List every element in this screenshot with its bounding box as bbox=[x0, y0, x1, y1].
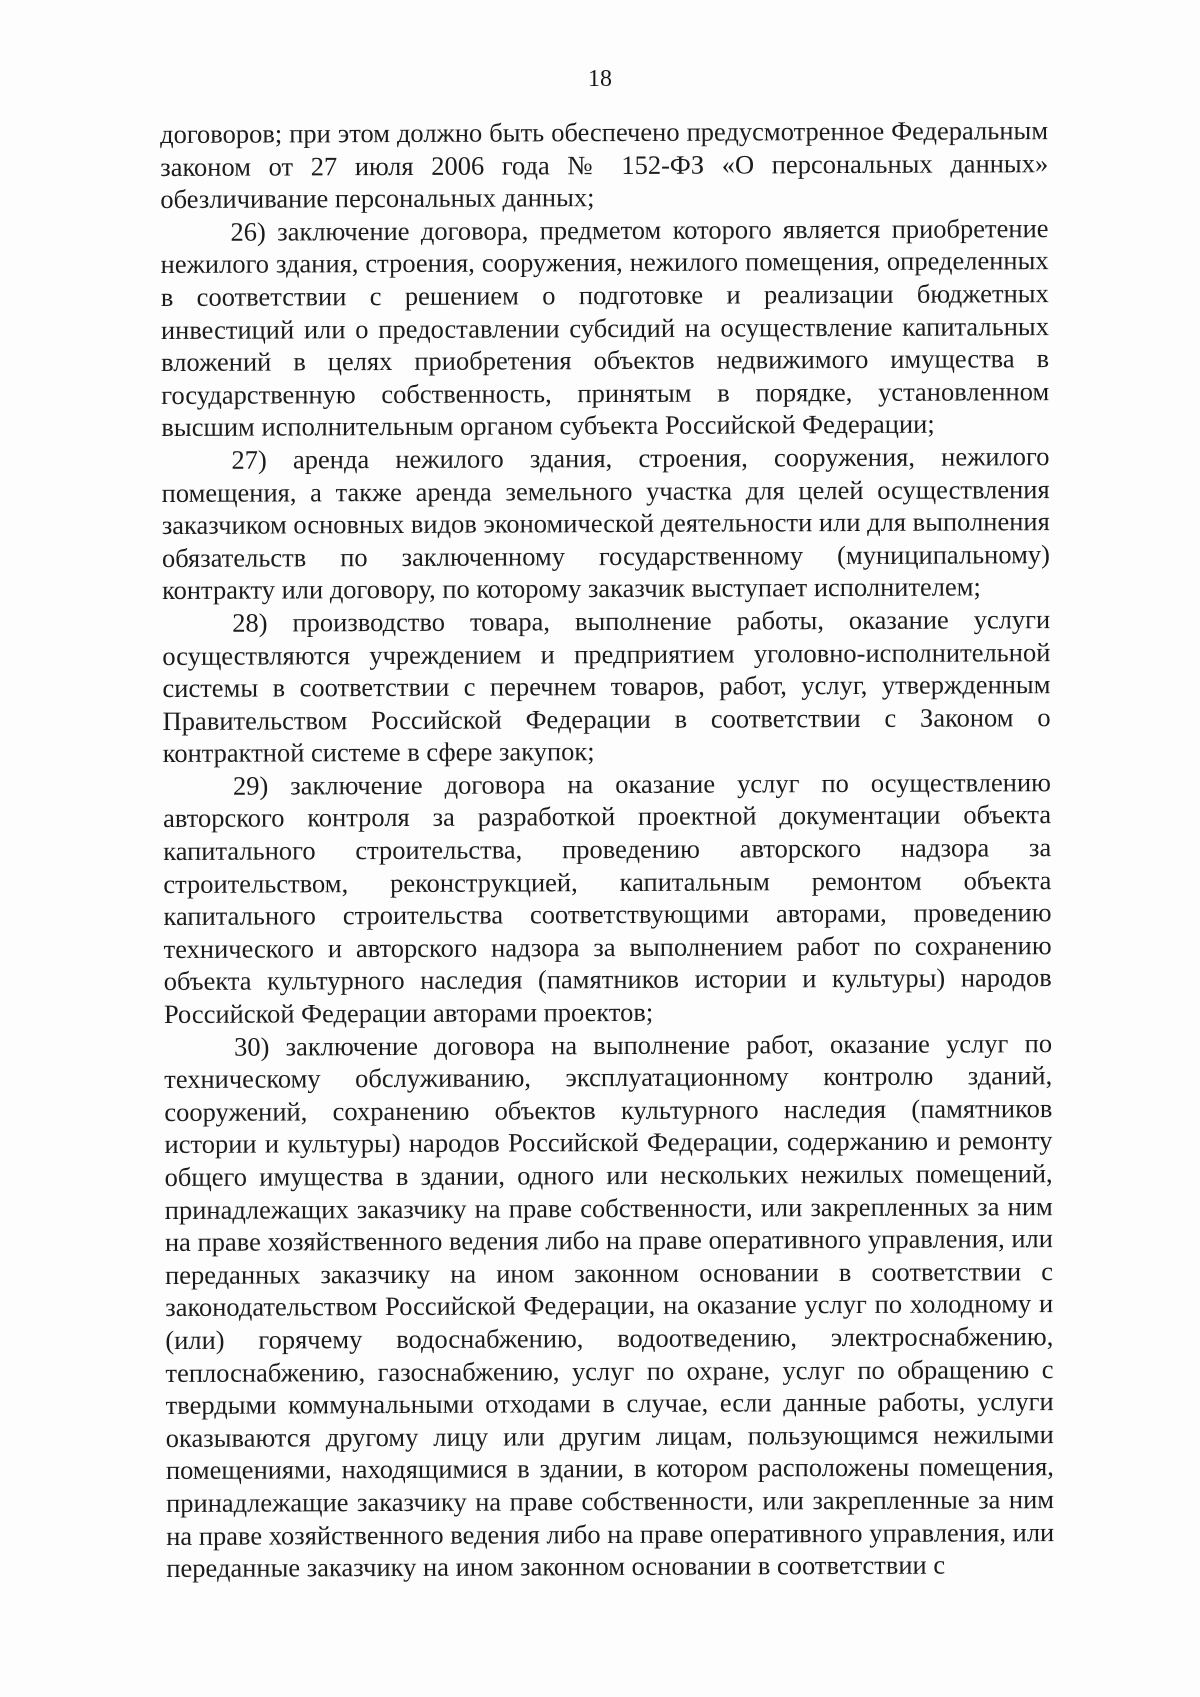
paragraph-item-30: 30) заключение договора на выполнение работ, оказание услуг по техническому обслуживанию, эксплуатационному контролю зданий, сооружений, сохранению объектов культурного наследия (памятников истории и культуры) народов Российской Федерации, содержанию и ремонту общего имущества в здании, одного или нескольких нежилых помещений, принадлежащих заказчику на праве собственности, или закрепленных за ним на праве хозяйственного ведения либо на праве оперативного управления, или переданных заказчику на ином законном основании в соответствии с законодательством Российской Федерации, на оказание услуг по холодному и (или) горячему водоснабжению, водоотведению, электроснабжению, теплоснабжению, газоснабжению, услуг по охране, услуг по обращению с твердыми коммунальными отходами в случае, если данные работы, услуги оказываются другому лицу или другим лицам, пользующимся нежилыми помещениями, находящимися в здании, в котором расположены помещения, принадлежащие заказчику на праве собственности, или закрепленные за ним на праве хозяйственного ведения либо на праве оперативного управления, или переданные заказчику на ином законном основании в соответствии с bbox=[164, 1027, 1055, 1584]
paragraph-item-26: 26) заключение договора, предметом которого является приобретение нежилого здания, строения, сооружения, нежилого помещения, определенных в соответствии с решением о подготовке и реализации бюджетных инвестиций или о предоставлении субсидий на осуществление капитальных вложений в целях приобретения объектов недвижимого имущества в государственную собственность, принятым в порядке, установленном высшим исполнительным органом субъекта Российской Федерации; bbox=[160, 212, 1050, 443]
paragraph-item-28: 28) производство товара, выполнение работы, оказание услуги осуществляются учреждением и предприятием уголовно-исполнительной системы в соответствии с перечнем товаров, работ, услуг, утвержденным Правительством Российской Федерации в соответствии с Законом о контрактной системе в сфере закупок; bbox=[162, 604, 1051, 769]
paragraph-item-27: 27) аренда нежилого здания, строения, сооружения, нежилого помещения, а также аренда земельного участка для целей осуществления заказчиком основных видов экономической деятельности или для выполнения обязательств по заключенному государственному (муниципальному) контракту или договору, по которому заказчик выступает исполнителем; bbox=[161, 441, 1050, 606]
paragraph-continuation: договоров; при этом должно быть обеспечено предусмотренное Федеральным законом от 27 июля 2006 года № 152-ФЗ «О персональных данных» обезличивание персональных данных; bbox=[160, 115, 1049, 215]
paragraph-item-29: 29) заключение договора на оказание услуг по осуществлению авторского контроля за разработкой проектной документации объекта капитального строительства, проведению авторского надзора за строительством, реконструкцией, капитальным ремонтом объекта капитального строительства соответствующими авторами, проведению технического и авторского надзора за выполнением работ по сохранению объекта культурного наследия (памятников истории и культуры) народов Российской Федерации авторами проектов; bbox=[162, 766, 1052, 1030]
page-number: 18 bbox=[588, 66, 612, 92]
document-body bbox=[160, 114, 1054, 1585]
